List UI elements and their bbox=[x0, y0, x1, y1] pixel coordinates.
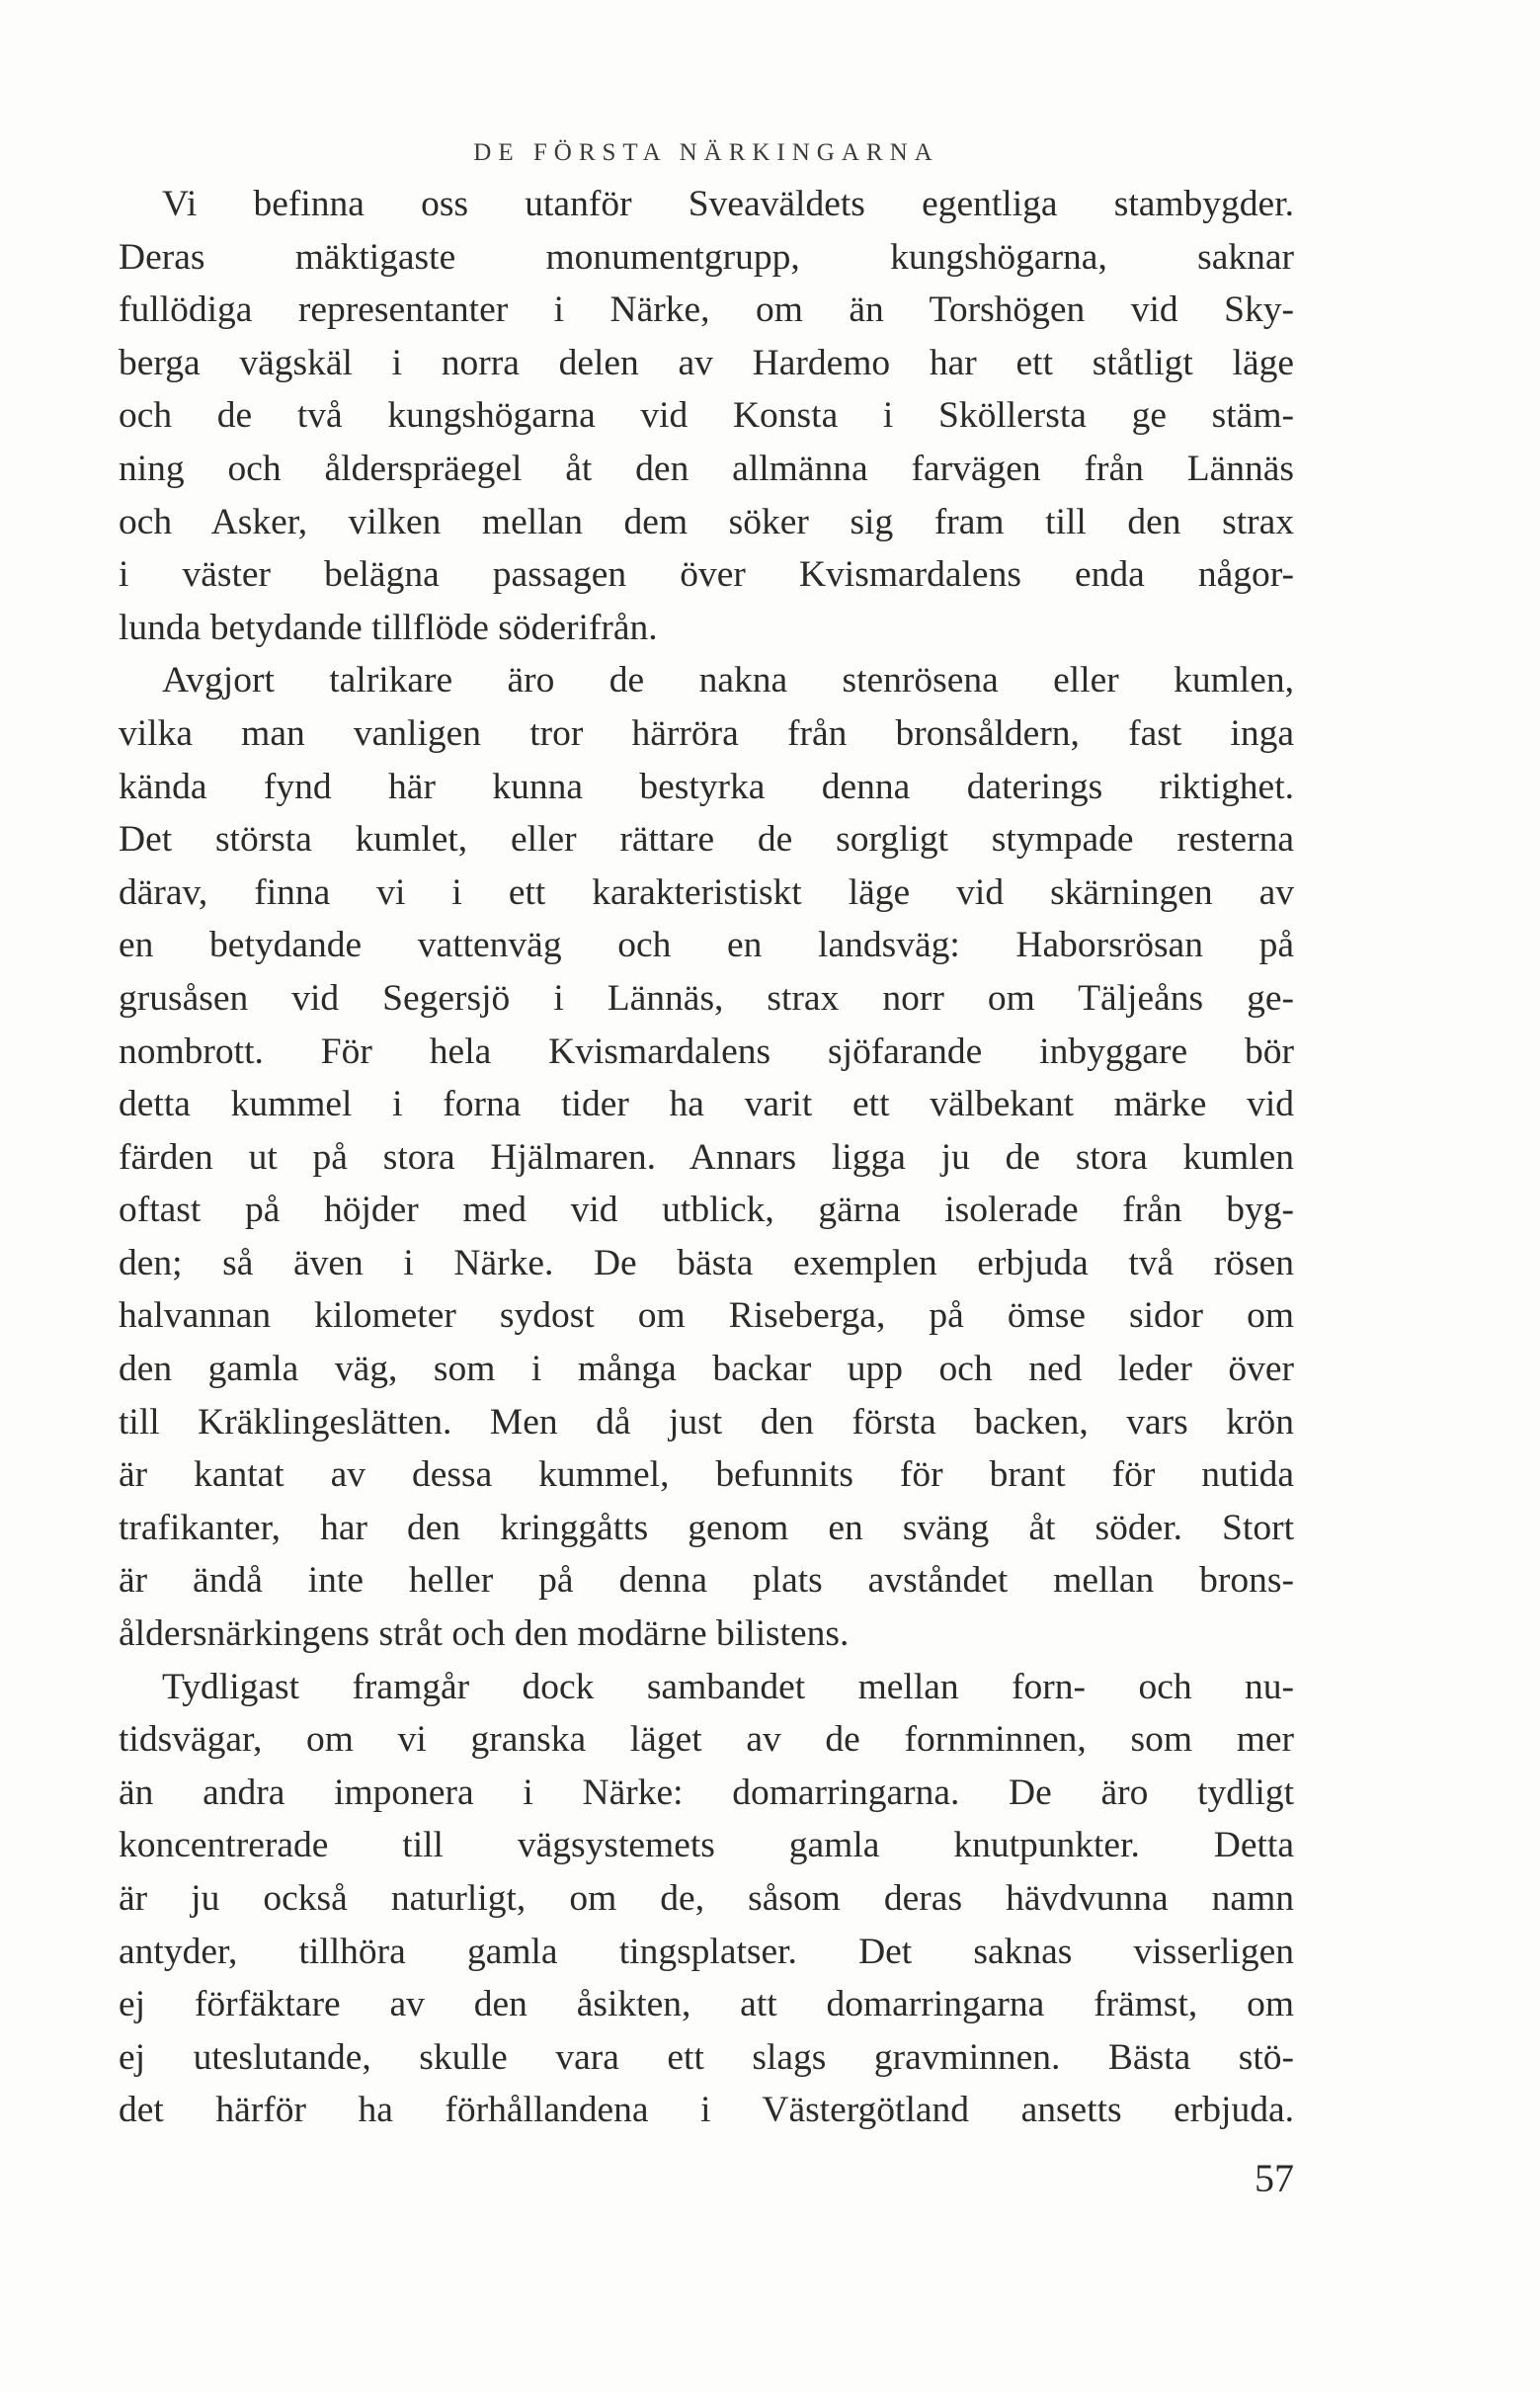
text-line: grusåsen vid Segersjö i Lännäs, strax norr om Täljeåns ge- bbox=[119, 977, 1294, 1019]
text-line: Det största kumlet, eller rättare de sorgligt stympade resterna bbox=[119, 819, 1294, 861]
text-line: det härför ha förhållandena i Västergötland ansetts erbjuda. bbox=[119, 2090, 1294, 2131]
text-line: koncentrerade till vägsystemets gamla knutpunkter. Detta bbox=[119, 1825, 1294, 1866]
text-line: åldersnärkingens stråt och den modärne bilistens. bbox=[119, 1613, 850, 1655]
text-line: är ändå inte heller på denna plats avståndet mellan brons- bbox=[119, 1560, 1294, 1602]
text-line: antyder, tillhöra gamla tingsplatser. Det saknas visserligen bbox=[119, 1931, 1294, 1972]
text-line: är kantat av dessa kummel, befunnits för brant för nutida bbox=[119, 1454, 1294, 1496]
text-line: detta kummel i forna tider ha varit ett välbekant märke vid bbox=[119, 1084, 1294, 1125]
text-line: halvannan kilometer sydost om Riseberga, på ömse sidor om bbox=[119, 1295, 1294, 1337]
text-line: fullödiga representanter i Närke, om än Torshögen vid Sky- bbox=[119, 289, 1294, 331]
text-line: ej uteslutande, skulle vara ett slags gravminnen. Bästa stö- bbox=[119, 2036, 1294, 2078]
text-line: lunda betydande tillflöde söderifrån. bbox=[119, 607, 658, 648]
text-line: Avgjort talrikare äro de nakna stenrösena eller kumlen, bbox=[162, 660, 1294, 701]
text-line: i väster belägna passagen över Kvismardalens enda någor- bbox=[119, 554, 1294, 596]
text-line: ning och ålderspräegel åt den allmänna farvägen från Lännäs bbox=[119, 448, 1294, 489]
text-line: berga vägskäl i norra delen av Hardemo har ett ståtligt läge bbox=[119, 342, 1294, 383]
text-line: än andra imponera i Närke: domarringarna. De äro tydligt bbox=[119, 1772, 1294, 1813]
text-line: nombrott. För hela Kvismardalens sjöfarande inbyggare bör bbox=[119, 1031, 1294, 1072]
text-line: den; så även i Närke. De bästa exemplen erbjuda två rösen bbox=[119, 1242, 1294, 1283]
text-line: till Kräklingeslätten. Men då just den första backen, vars krön bbox=[119, 1401, 1294, 1443]
text-line: vilka man vanligen tror härröra från bronsåldern, fast inga bbox=[119, 712, 1294, 754]
text-line: trafikanter, har den kringgåtts genom en sväng åt söder. Stort bbox=[119, 1507, 1294, 1548]
text-line: kända fynd här kunna bestyrka denna daterings riktighet. bbox=[119, 766, 1294, 807]
text-line: den gamla väg, som i många backar upp och ned leder över bbox=[119, 1349, 1294, 1390]
text-line: Vi befinna oss utanför Sveaväldets egentliga stambygder. bbox=[162, 184, 1294, 224]
text-line: och Asker, vilken mellan dem söker sig fram till den strax bbox=[119, 501, 1294, 542]
text-line: Tydligast framgår dock sambandet mellan forn- och nu- bbox=[162, 1666, 1294, 1707]
text-line: är ju också naturligt, om de, såsom deras hävdvunna namn bbox=[119, 1878, 1294, 1919]
text-line: tidsvägar, om vi granska läget av de fornminnen, som mer bbox=[119, 1719, 1294, 1761]
page-number: 57 bbox=[1255, 2156, 1294, 2200]
text-line: därav, finna vi i ett karakteristiskt läge vid skärningen av bbox=[119, 871, 1294, 913]
text-line: ej förfäktare av den åsikten, att domarringarna främst, om bbox=[119, 1984, 1294, 2025]
text-line: Deras mäktigaste monumentgrupp, kungshögarna, saknar bbox=[119, 236, 1294, 278]
text-line: och de två kungshögarna vid Konsta i Sköllersta ge stäm- bbox=[119, 395, 1294, 437]
body-text bbox=[119, 178, 1294, 2137]
text-line: färden ut på stora Hjälmaren. Annars ligga ju de stora kumlen bbox=[119, 1136, 1294, 1178]
text-line: en betydande vattenväg och en landsväg: Haborsrösan på bbox=[119, 925, 1294, 966]
running-head: DE FÖRSTA NÄRKINGARNA bbox=[473, 139, 939, 166]
text-line: oftast på höjder med vid utblick, gärna isolerade från byg- bbox=[119, 1190, 1294, 1231]
